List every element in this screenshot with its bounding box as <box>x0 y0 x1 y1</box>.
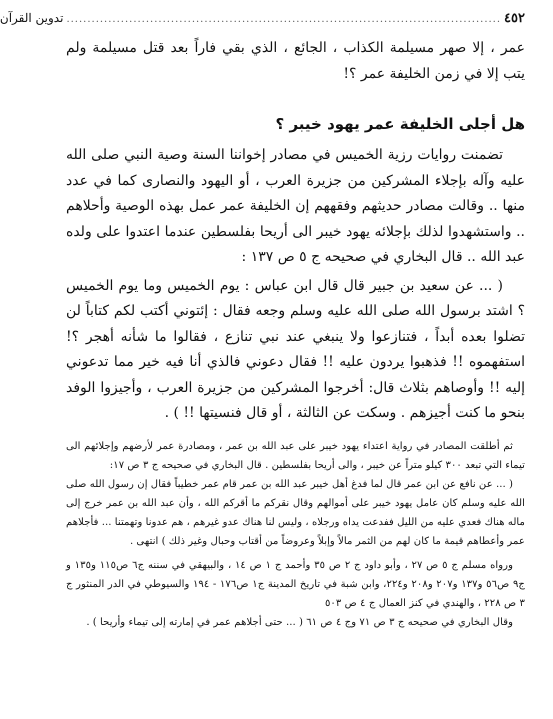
book-title: تدوين القرآن <box>0 11 64 25</box>
header-leader-dots: ........................................................................................................ <box>66 14 502 25</box>
footnote-3: ورواه مسلم ج ٥ ص ٢٧ ، وأبو داود ج ٢ ص ٣٥ وأحمد ج ١ ص ١٤ ، والبيهقي في سننه ج٦ ص١١٥ و١٣٥ و ج٩ ص٥٦ و١٣٧ و٢٠٧ و٢٠٨ و٢٢٤، وابن شبة في تاريخ المدينة ج١ ص١٧٦ - ١٩٤ والسيوطي في الدر المنثور ج ٣ ص ٢٢٨ ، والهندي في كنز العمال ج ٤ ص ٥٠٣ <box>66 559 525 609</box>
body-paragraph-1: تضمنت روايات رزية الخميس في مصادر إخواننا السنة وصية النبي صلى الله عليه وآله بإجلاء المشركين من جزيرة العرب ، أو اليهود والنصارى كما في عدد منها .. وقالت مصادر حديثهم وفقههم إن الخليفة عمر عمل بهذه الوصية وأحلاهم .. واستشهدوا لذلك بإجلائه يهود خيبر الى أريحا بفلسطين عندما اعتدوا على ولده عبد الله .. قال البخاري في صحيحه ج ٥ ص ١٣٧ : <box>66 147 525 265</box>
footnote-2: ( ... عن نافع عن ابن عمر قال لما فدغ أهل خيبر عبد الله بن عمر قام عمر خطيباً فقال إن رسول الله صلى الله عليه وسلم كان عامل يهود خيبر على أموالهم وقال نقركم ما أقركم الله ، وأن عبد الله بن عمر خرج إلى ماله هناك فعدي عليه من الليل ففدعت يداه ورجلاه ، وليس لنا هناك عدو غيرهم ، هم عدونا وتهمتنا ... فأجلاهم عمر وأعطاهم قيمة ما كان لهم من الثمر مالاً وإبلاً وعروضاً من أقتاب وحبال وغير ذلك ) انتهى . <box>66 478 525 547</box>
footnote-4: وقال البخاري في صحيحه ج ٣ ص ٧١ وج ٤ ص ٦١ ( ... حتى أجلاهم عمر في إمارته إلى تيماء وأريحا ) . <box>86 616 513 628</box>
page-number: ٤٥٢ <box>504 11 525 26</box>
running-header <box>0 10 525 28</box>
hadith-quote-paragraph: ( ... عن سعيد بن جبير قال قال ابن عباس : يوم الخميس وما يوم الخميس ؟ اشتد برسول الله صلى الله عليه وسلم وجعه فقال : إئتوني أكتب لكم كتاباً لن تضلوا بعده أبداً ، فتنازعوا ولا ينبغي عند نبي تنازع ، فقالوا ما شأنه أهجر ؟! استفهموه !! فذهبوا يردون عليه !! فقال دعوني فالذي أنا فيه خير مما تدعوني إليه !! وأوصاهم بثلاث قال: أخرجوا المشركين من جزيرة العرب ، وأجيزوا الوفد بنحو ما كنت أجيزهم . وسكت عن الثالثة ، أو قال فنسيتها !! ) . <box>66 277 525 421</box>
footnote-1: ثم أطلقت المصادر في رواية اعتداء يهود خيبر على عبد الله بن عمر ، ومصادرة عمر لأرضهم وإجلائهم الى تيماء التي تبعد ٣٠٠ كيلو متراً عن خيبر ، والى أريحا بفلسطين . قال البخاري في صحيحه ج ٣ ص ١٧: <box>66 440 525 471</box>
section-heading: هل أجلى الخليفة عمر يهود خيبر ؟ <box>275 115 525 133</box>
footnotes <box>66 437 525 632</box>
opening-paragraph: عمر ، إلا صهر مسيلمة الكذاب ، الجائع ، الذي بقي فاراً بعد قتل مسيلمة ولم يتب إلا في زمن الخليفة عمر ؟! <box>66 40 525 82</box>
